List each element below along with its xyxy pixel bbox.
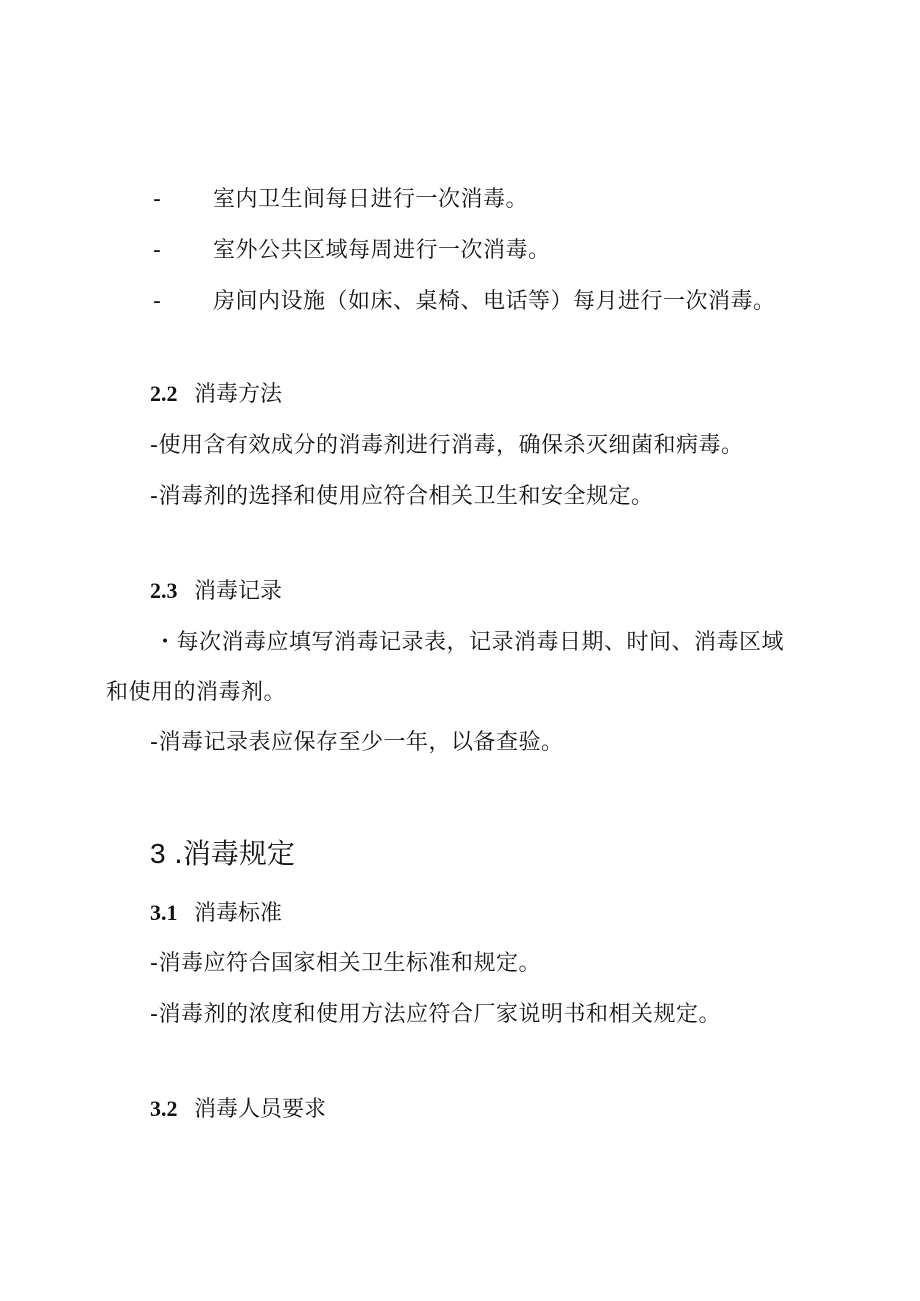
section-heading-2-2 (150, 379, 282, 410)
section-title: 消毒方法 (194, 382, 283, 407)
list-marker: - (153, 187, 161, 212)
section-number: 3.2 (150, 1096, 178, 1121)
section-title: 消毒人员要求 (194, 1097, 327, 1122)
section-title: 消毒标准 (194, 901, 283, 926)
paragraph: -使用含有效成分的消毒剂进行消毒，确保杀灭细菌和病毒。 (150, 433, 744, 458)
list-marker: - (153, 289, 161, 314)
list-item: 室外公共区域每周进行一次消毒。 (213, 238, 551, 263)
section-number: 2.2 (150, 381, 178, 406)
list-marker: - (153, 238, 161, 263)
section-number: 3.1 (150, 900, 178, 925)
paragraph-continuation: 和使用的消毒剂。 (106, 680, 287, 705)
paragraph: -消毒应符合国家相关卫生标准和规定。 (150, 951, 541, 976)
chapter-title: .消毒规定 (174, 837, 295, 870)
list-item: 室内卫生间每日进行一次消毒。 (213, 187, 529, 212)
section-title: 消毒记录 (194, 579, 283, 604)
paragraph: -消毒剂的选择和使用应符合相关卫生和安全规定。 (150, 484, 654, 509)
chapter-number: 3 (150, 838, 166, 869)
list-item: 房间内设施（如床、桌椅、电话等）每月进行一次消毒。 (213, 289, 776, 314)
section-heading-3-1 (150, 898, 282, 929)
chapter-heading-3 (150, 836, 295, 872)
paragraph: -消毒记录表应保存至少一年，以备查验。 (150, 730, 564, 755)
paragraph: ・每次消毒应填写消毒记录表，记录消毒日期、时间、消毒区域 (154, 630, 785, 655)
section-heading-2-3 (150, 576, 282, 607)
paragraph: -消毒剂的浓度和使用方法应符合厂家说明书和相关规定。 (150, 1002, 721, 1027)
section-heading-3-2 (150, 1094, 326, 1125)
section-number: 2.3 (150, 578, 178, 603)
